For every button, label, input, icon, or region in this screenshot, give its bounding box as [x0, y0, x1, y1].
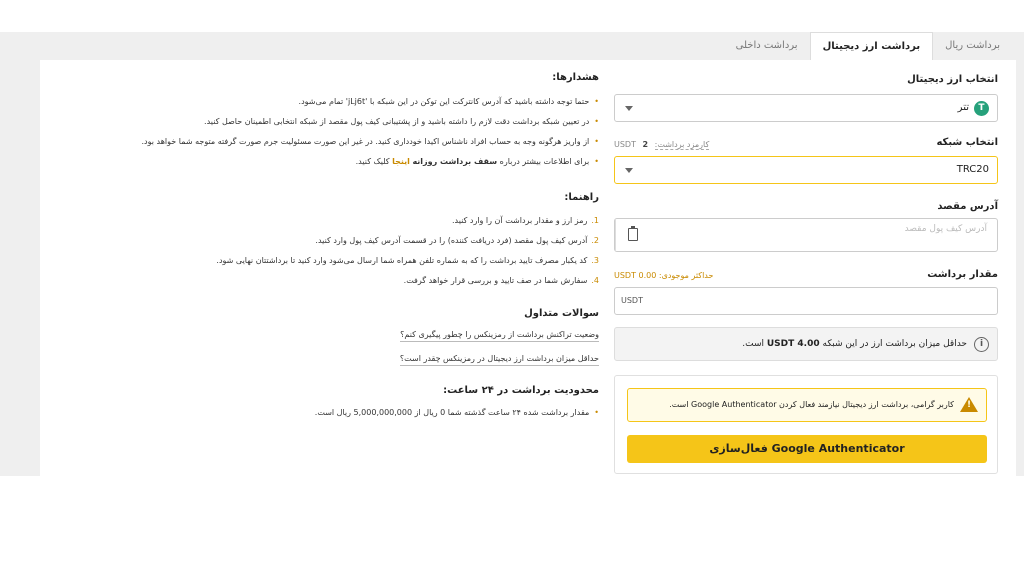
clipboard-icon — [628, 228, 638, 241]
currency-label: انتخاب ارز دیجیتال — [907, 74, 998, 85]
paste-button[interactable] — [615, 219, 649, 251]
warning-item: •حتما توجه داشته باشید که آدرس کانترکت این توکن در این شبکه با 'jLj6t' تمام می‌شود. — [298, 97, 599, 106]
warning-item: •از واریز هرگونه وجه به حساب افراد ناشناس اکیدا خودداری کنید. در غیر این صورت مسئولیت جرم صورت گرفته متوجه شما خواهد بود. — [141, 137, 599, 146]
tab-rial-withdraw[interactable]: برداشت ریال — [945, 40, 1000, 51]
amount-label: مقدار برداشت — [927, 269, 998, 280]
network-select[interactable] — [614, 156, 998, 184]
info-icon: i — [974, 337, 989, 352]
amount-unit: USDT — [621, 296, 643, 305]
faq-link[interactable]: وضعیت تراکنش برداشت از رمزینکس را چطور پیگیری کنم؟ — [400, 330, 599, 342]
available-value: 0.00 USDT — [614, 271, 657, 280]
warning-item: •در تعیین شبکه برداشت دقت لازم را داشته باشید و از پشتیبانی کیف پول مقصد از شبکه انتخابی اطمینان حاصل کنید. — [204, 117, 599, 126]
available-balance — [614, 271, 713, 280]
min-info-post: است. — [742, 339, 764, 349]
withdraw-panel — [40, 60, 1016, 476]
limit-title: محدودیت برداشت در ۲۴ ساعت: — [443, 385, 599, 396]
address-placeholder: آدرس کیف پول مقصد — [904, 224, 987, 234]
limit-text: •مقدار برداشت شده ۲۴ ساعت گذشته شما 0 ریال از 5,000,000,000 ریال است. — [314, 408, 599, 417]
guide-item: 3.کد یکبار مصرف تایید برداشت را که به شماره تلفن همراه شما ارسال می‌شود وارد کنید تا برداشتتان نهایی شود. — [216, 256, 599, 265]
min-withdraw-text — [742, 339, 967, 349]
min-info-pre: حداقل میزان برداشت ارز در این شبکه — [822, 339, 967, 349]
faq-title: سوالات متداول — [524, 308, 599, 319]
currency-value: تتر — [957, 102, 969, 113]
authenticator-warning — [627, 388, 987, 422]
amount-input[interactable] — [614, 287, 998, 315]
tab-crypto-withdraw[interactable]: برداشت ارز دیجیتال — [810, 32, 934, 60]
tab-internal-withdraw[interactable]: برداشت داخلی — [735, 40, 798, 51]
authenticator-box — [614, 375, 998, 474]
fee-unit: USDT — [614, 140, 636, 149]
currency-select[interactable] — [614, 94, 998, 122]
withdraw-fee — [614, 140, 709, 149]
daily-limit-link[interactable]: اینجا — [392, 157, 410, 166]
guide-title: راهنما: — [564, 192, 599, 203]
available-label: حداکثر موجودی: — [658, 271, 714, 280]
top-bar — [0, 0, 1024, 32]
min-info-value: USDT 4.00 — [766, 339, 820, 349]
network-value: TRC20 — [956, 164, 989, 175]
guide-item: 4.سفارش شما در صف تایید و بررسی قرار خواهد گرفت. — [403, 276, 599, 285]
network-label: انتخاب شبکه — [936, 137, 998, 148]
address-label: آدرس مقصد — [937, 201, 998, 212]
withdraw-tabs — [724, 32, 1012, 60]
fee-label: کارمزد برداشت: — [654, 140, 710, 149]
chevron-down-icon — [625, 106, 633, 111]
tether-icon: T — [974, 101, 989, 116]
warnings-title: هشدارها: — [552, 72, 599, 83]
guide-item: 1.رمز ارز و مقدار برداشت آن را وارد کنید. — [451, 216, 599, 225]
warning-item: •برای اطلاعات بیشتر درباره سقف برداشت روزانه اینجا کلیک کنید. — [355, 157, 599, 166]
warning-icon — [960, 397, 978, 412]
chevron-down-icon — [625, 168, 633, 173]
activate-authenticator-button[interactable]: فعال‌سازی Google Authenticator — [627, 435, 987, 463]
address-input[interactable] — [614, 218, 998, 252]
min-withdraw-info — [614, 327, 998, 361]
guide-item: 2.آدرس کیف پول مقصد (فرد دریافت کننده) را در قسمت آدرس کیف پول وارد کنید. — [315, 236, 599, 245]
fee-value: 2 — [642, 140, 649, 149]
faq-link[interactable]: حداقل میزان برداشت ارز دیجیتال در رمزینکس چقدر است؟ — [400, 354, 599, 366]
warning-text: کاربر گرامی، برداشت ارز دیجیتال نیازمند فعال کردن Google Authenticator است. — [669, 400, 954, 409]
